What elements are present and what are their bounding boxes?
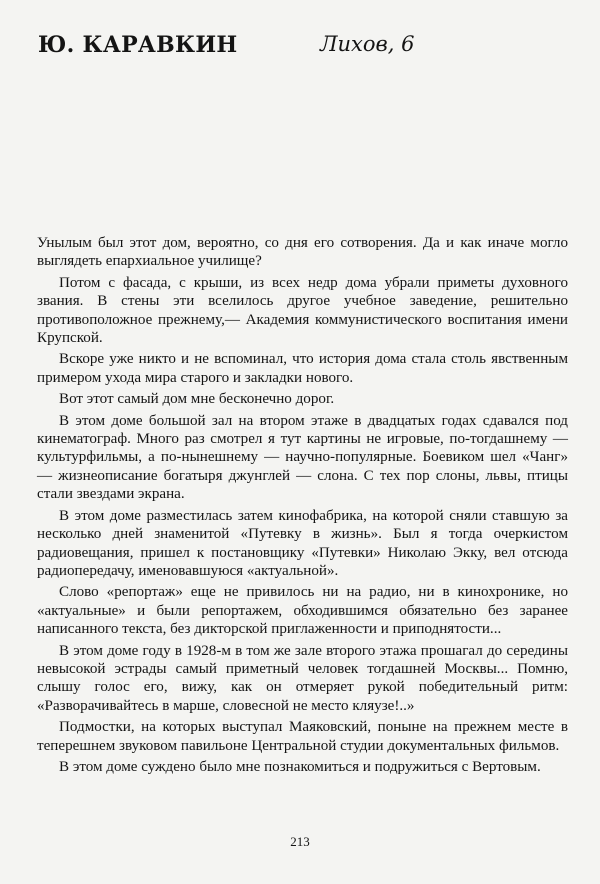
paragraph-8: В этом доме году в 1928-м в том же зале второго этажа прошагал до середины невысокой эстрады самый приметный человек тогдашней Москвы... Помню, слышу голос его, вижу, как он отмеряет рукой победительный ритм: «Разворачивайтесь в марше, словесной не место кляузе!..» bbox=[37, 642, 568, 714]
paragraph-5: В этом доме большой зал на втором этаже в двадцатых годах сдавался под кинематограф. Много раз смотрел я тут картины не игровые, по-тогдашнему — культурфильмы, а по-нынешнему — научно-популярные. Боевиком шел «Чанг» — жизнеописание богатыря джунглей — слона. С тех пор слоны, львы, птицы стали звездами экрана. bbox=[37, 412, 568, 503]
page-number: 213 bbox=[290, 834, 310, 849]
paragraph-10: В этом доме суждено было мне познакомиться и подружиться с Вертовым. bbox=[59, 758, 541, 775]
paragraph-7: Слово «репортаж» еще не привилось ни на радио, ни в кинохронике, но «актуальные» и были репортажем, обходившимся обязательно без заранее написанного текста, без дикторской приглаженности и приподнятости... bbox=[37, 584, 568, 638]
paragraph-3: Вскоре уже никто и не вспоминал, что история дома стала столь явственным примером ухода мира старого и закладки нового. bbox=[37, 351, 568, 386]
paragraph-2: Потом с фасада, с крыши, из всех недр дома убрали приметы духовного звания. В стены эти вселилось другое учебное заведение, решительно противоположное прежнему,— Академия коммунистического воспитания имени Крупской. bbox=[37, 274, 568, 347]
paragraph-1: Унылым был этот дом, вероятно, со дня его сотворения. Да и как иначе могло выглядеть епархиальное училище? bbox=[37, 235, 568, 270]
body-text bbox=[37, 234, 568, 779]
paragraph-4: Вот этот самый дом мне бесконечно дорог. bbox=[59, 391, 335, 408]
paragraph-9: Подмостки, на которых выступал Маяковский, поныне на прежнем месте в теперешнем звуковом павильоне Центральной студии документальных фильмов. bbox=[37, 719, 568, 754]
header-author: Ю. КАРАВКИН bbox=[38, 32, 238, 58]
running-header bbox=[38, 32, 570, 66]
header-title: Лихов, 6 bbox=[320, 32, 415, 56]
paragraph-6: В этом доме разместилась затем кинофабрика, на которой сняли ставшую за несколько дней знаменитой «Путевку в жизнь». Был я тогда очеркистом радиовещания, пришел к постановщику «Путевки» Николаю Экку, вел отсюда радиопередачу, именовавшуюся «актуальной». bbox=[37, 507, 568, 579]
